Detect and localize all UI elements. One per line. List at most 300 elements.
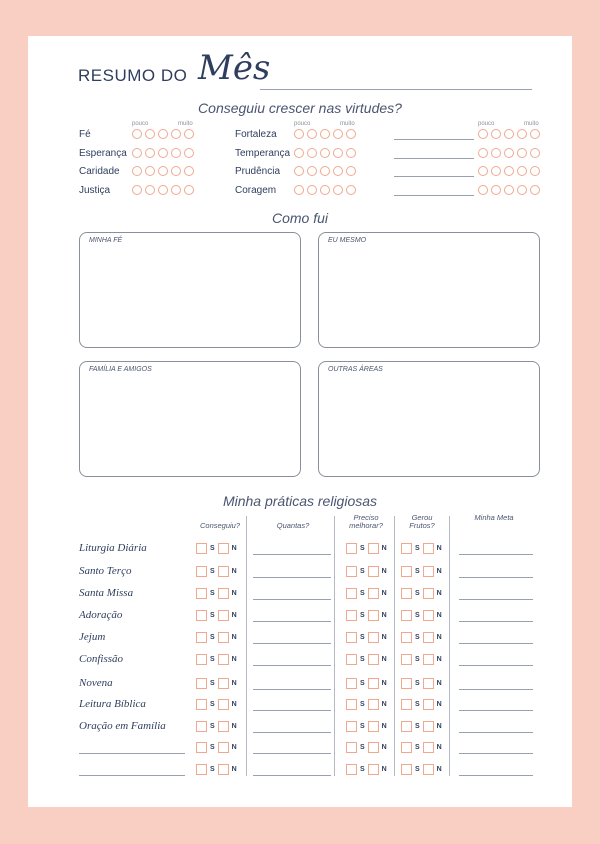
column-divider [246,516,247,776]
no-checkbox[interactable] [423,566,434,577]
yes-no-check [401,742,445,753]
yes-label: S [360,612,365,619]
rating-circle[interactable] [307,185,317,195]
no-checkbox[interactable] [218,678,229,689]
meta-line[interactable] [459,554,533,555]
yes-label: S [360,545,365,552]
rating-circle[interactable] [530,129,540,139]
rating-circle[interactable] [145,148,155,158]
yes-checkbox[interactable] [346,721,357,732]
yes-checkbox[interactable] [346,632,357,643]
rating-circles[interactable] [132,129,194,139]
no-checkbox[interactable] [218,721,229,732]
rating-circle[interactable] [504,129,514,139]
practice-label: Oração em Família [79,720,166,732]
rating-circles[interactable] [294,148,356,158]
yes-checkbox[interactable] [196,610,207,621]
rating-circle[interactable] [346,166,356,176]
no-label: N [436,568,442,575]
rating-circles[interactable] [478,129,540,139]
meta-line[interactable] [459,621,533,622]
no-checkbox[interactable] [423,721,434,732]
rating-circle[interactable] [517,185,527,195]
planner-page [28,36,572,807]
yes-checkbox[interactable] [196,588,207,599]
box-eu-mesmo[interactable] [318,232,540,348]
quantas-line[interactable] [253,643,331,644]
yes-label: S [415,545,420,552]
yes-label: S [360,634,365,641]
rating-circle[interactable] [504,185,514,195]
rating-circle[interactable] [478,185,488,195]
yes-no-check [196,632,240,643]
practice-label: Novena [79,677,113,689]
no-label: N [381,701,387,708]
rating-circles[interactable] [132,148,194,158]
no-label: N [436,656,442,663]
yes-checkbox[interactable] [401,588,412,599]
quantas-line[interactable] [253,775,331,776]
yes-checkbox[interactable] [346,654,357,665]
yes-checkbox[interactable] [346,543,357,554]
yes-label: S [415,723,420,730]
box-label: EU MESMO [328,237,367,244]
rating-circle[interactable] [320,148,330,158]
no-label: N [231,568,237,575]
yes-label: S [415,656,420,663]
no-label: N [436,634,442,641]
rating-circle[interactable] [171,148,181,158]
yes-label: S [210,568,215,575]
no-checkbox[interactable] [368,699,379,710]
no-checkbox[interactable] [368,742,379,753]
como-fui-heading: Como fui [271,210,329,226]
yes-no-check [196,678,240,689]
no-checkbox[interactable] [368,764,379,775]
rating-circle[interactable] [530,166,540,176]
yes-label: S [360,744,365,751]
yes-label: S [360,590,365,597]
custom-virtue-line[interactable] [394,158,474,159]
no-label: N [381,656,387,663]
no-label: N [436,590,442,597]
no-label: N [436,612,442,619]
scale-high-label: muito [340,121,355,127]
virtue-label: Caridade [79,166,120,177]
rating-circles[interactable] [294,129,356,139]
rating-circle[interactable] [184,129,194,139]
yes-checkbox[interactable] [346,742,357,753]
quantas-line[interactable] [253,577,331,578]
rating-circle[interactable] [346,148,356,158]
rating-circle[interactable] [478,166,488,176]
yes-checkbox[interactable] [401,654,412,665]
scale-high-label: muito [178,121,193,127]
rating-circle[interactable] [307,166,317,176]
practice-label: Liturgia Diária [79,542,147,554]
yes-checkbox[interactable] [196,654,207,665]
meta-line[interactable] [459,710,533,711]
rating-circle[interactable] [158,129,168,139]
col-conseguiu: Conseguiu? [199,521,241,530]
yes-checkbox[interactable] [196,566,207,577]
rating-circle[interactable] [294,166,304,176]
meta-line[interactable] [459,665,533,666]
rating-circle[interactable] [478,148,488,158]
praticas-heading: Minha práticas religiosas [222,493,378,509]
no-label: N [381,680,387,687]
box-outras-areas[interactable] [318,361,540,477]
yes-label: S [415,680,420,687]
no-checkbox[interactable] [423,588,434,599]
yes-checkbox[interactable] [401,721,412,732]
no-checkbox[interactable] [218,543,229,554]
rating-circle[interactable] [478,129,488,139]
no-checkbox[interactable] [423,678,434,689]
no-label: N [231,723,237,730]
rating-circle[interactable] [132,185,142,195]
yes-checkbox[interactable] [401,566,412,577]
no-label: N [231,701,237,708]
quantas-line[interactable] [253,732,331,733]
meta-line[interactable] [459,689,533,690]
rating-circle[interactable] [333,166,343,176]
no-label: N [381,723,387,730]
yes-no-check [346,678,390,689]
yes-no-check [401,654,445,665]
yes-checkbox[interactable] [346,588,357,599]
yes-no-check [196,588,240,599]
practice-label: Confissão [79,653,124,665]
no-checkbox[interactable] [218,654,229,665]
no-checkbox[interactable] [423,632,434,643]
yes-checkbox[interactable] [346,566,357,577]
yes-no-check [401,632,445,643]
no-checkbox[interactable] [368,588,379,599]
no-checkbox[interactable] [218,610,229,621]
rating-circle[interactable] [307,129,317,139]
rating-circle[interactable] [320,129,330,139]
rating-circle[interactable] [171,185,181,195]
rating-circle[interactable] [530,185,540,195]
practice-label: Santo Terço [79,565,132,577]
yes-label: S [415,744,420,751]
no-label: N [381,545,387,552]
rating-circle[interactable] [491,129,501,139]
yes-no-check [196,654,240,665]
scale-low-label: pouco [478,121,495,127]
virtue-label: Justiça [79,185,111,196]
rating-circle[interactable] [333,185,343,195]
rating-circle[interactable] [184,185,194,195]
no-checkbox[interactable] [218,566,229,577]
rating-circle[interactable] [294,185,304,195]
rating-circles[interactable] [132,166,194,176]
no-label: N [381,634,387,641]
column-divider [334,516,335,776]
yes-label: S [210,545,215,552]
yes-checkbox[interactable] [196,742,207,753]
no-label: N [231,766,237,773]
yes-checkbox[interactable] [196,678,207,689]
yes-checkbox[interactable] [346,764,357,775]
box-label: OUTRAS ÁREAS [328,366,383,373]
yes-checkbox[interactable] [401,632,412,643]
yes-checkbox[interactable] [401,543,412,554]
rating-circle[interactable] [333,129,343,139]
rating-circle[interactable] [184,166,194,176]
rating-circle[interactable] [145,129,155,139]
yes-no-check [401,566,445,577]
no-checkbox[interactable] [423,742,434,753]
box-label: FAMÍLIA E AMIGOS [89,366,152,373]
rating-circles[interactable] [294,185,356,195]
yes-label: S [360,568,365,575]
rating-circle[interactable] [320,166,330,176]
column-divider [394,516,395,776]
meta-line[interactable] [459,775,533,776]
rating-circle[interactable] [158,185,168,195]
yes-checkbox[interactable] [196,699,207,710]
custom-virtue-line[interactable] [394,195,474,196]
rating-circles[interactable] [478,185,540,195]
meta-line[interactable] [459,577,533,578]
yes-checkbox[interactable] [401,742,412,753]
yes-checkbox[interactable] [401,699,412,710]
yes-label: S [210,590,215,597]
yes-no-check [196,764,240,775]
yes-no-check [401,678,445,689]
rating-circle[interactable] [294,148,304,158]
box-minha-fe[interactable] [79,232,301,348]
meta-line[interactable] [459,599,533,600]
rating-circles[interactable] [132,185,194,195]
yes-checkbox[interactable] [346,610,357,621]
no-checkbox[interactable] [423,699,434,710]
virtue-label: Esperança [79,148,127,159]
rating-circle[interactable] [132,148,142,158]
yes-label: S [210,744,215,751]
no-checkbox[interactable] [368,678,379,689]
no-checkbox[interactable] [218,699,229,710]
yes-checkbox[interactable] [401,764,412,775]
yes-label: S [415,634,420,641]
yes-no-check [346,742,390,753]
yes-checkbox[interactable] [196,764,207,775]
rating-circle[interactable] [517,166,527,176]
custom-virtue-line[interactable] [394,139,474,140]
yes-label: S [360,680,365,687]
no-checkbox[interactable] [368,632,379,643]
quantas-line[interactable] [253,665,331,666]
no-checkbox[interactable] [368,543,379,554]
rating-circle[interactable] [491,185,501,195]
virtue-label: Fé [79,129,91,140]
no-label: N [436,680,442,687]
rating-circle[interactable] [491,148,501,158]
title-month: Mês [198,48,271,88]
rating-circle[interactable] [517,148,527,158]
no-checkbox[interactable] [218,742,229,753]
col-preciso-melhorar: Preciso melhorar? [349,513,383,530]
yes-label: S [415,568,420,575]
rating-circle[interactable] [517,129,527,139]
no-label: N [381,744,387,751]
custom-virtue-line[interactable] [394,176,474,177]
yes-checkbox[interactable] [346,699,357,710]
meta-line[interactable] [459,753,533,754]
no-label: N [436,545,442,552]
no-label: N [436,701,442,708]
no-label: N [381,766,387,773]
yes-no-check [346,654,390,665]
yes-label: S [210,634,215,641]
quantas-line[interactable] [253,753,331,754]
yes-no-check [401,764,445,775]
yes-label: S [415,701,420,708]
no-checkbox[interactable] [218,588,229,599]
yes-label: S [210,656,215,663]
no-checkbox[interactable] [423,610,434,621]
practice-label: Jejum [79,631,106,643]
quantas-line[interactable] [253,710,331,711]
rating-circle[interactable] [504,148,514,158]
no-checkbox[interactable] [368,566,379,577]
yes-label: S [210,612,215,619]
box-familia-amigos[interactable] [79,361,301,477]
no-checkbox[interactable] [423,764,434,775]
rating-circle[interactable] [132,166,142,176]
yes-label: S [415,766,420,773]
yes-label: S [415,590,420,597]
no-label: N [231,590,237,597]
quantas-line[interactable] [253,621,331,622]
yes-no-check [401,610,445,621]
no-checkbox[interactable] [368,610,379,621]
rating-circle[interactable] [504,166,514,176]
no-label: N [231,545,237,552]
yes-no-check [196,721,240,732]
rating-circle[interactable] [491,166,501,176]
yes-no-check [401,721,445,732]
yes-no-check [346,610,390,621]
rating-circles[interactable] [478,166,540,176]
no-label: N [231,656,237,663]
yes-no-check [196,566,240,577]
no-label: N [231,634,237,641]
yes-no-check [346,721,390,732]
no-checkbox[interactable] [423,654,434,665]
yes-no-check [346,699,390,710]
yes-checkbox[interactable] [196,543,207,554]
column-divider [449,516,450,776]
yes-checkbox[interactable] [196,632,207,643]
meta-line[interactable] [459,732,533,733]
yes-checkbox[interactable] [401,610,412,621]
yes-no-check [196,742,240,753]
rating-circle[interactable] [346,185,356,195]
yes-checkbox[interactable] [196,721,207,732]
rating-circle[interactable] [184,148,194,158]
virtue-label: Fortaleza [235,129,277,140]
rating-circle[interactable] [294,129,304,139]
virtue-label: Prudência [235,166,281,177]
rating-circle[interactable] [171,166,181,176]
no-checkbox[interactable] [218,632,229,643]
yes-no-check [196,543,240,554]
rating-circle[interactable] [158,166,168,176]
rating-circle[interactable] [145,185,155,195]
custom-practice-line[interactable] [79,775,185,776]
no-label: N [381,590,387,597]
rating-circle[interactable] [333,148,343,158]
col-minha-meta: Minha Meta [474,513,514,522]
rating-circle[interactable] [145,166,155,176]
rating-circles[interactable] [478,148,540,158]
yes-checkbox[interactable] [346,678,357,689]
yes-label: S [210,701,215,708]
yes-label: S [210,766,215,773]
virtue-label: Coragem [235,185,277,196]
yes-no-check [346,543,390,554]
rating-circle[interactable] [307,148,317,158]
quantas-line[interactable] [253,554,331,555]
no-label: N [436,744,442,751]
quantas-line[interactable] [253,599,331,600]
yes-no-check [346,632,390,643]
rating-circle[interactable] [530,148,540,158]
month-name-line[interactable] [260,89,532,90]
yes-no-check [401,588,445,599]
col-gerou-frutos: Gerou Frutos? [409,513,435,530]
yes-no-check [401,699,445,710]
yes-label: S [210,723,215,730]
no-label: N [436,766,442,773]
no-label: N [231,744,237,751]
rating-circle[interactable] [158,148,168,158]
no-checkbox[interactable] [423,543,434,554]
no-label: N [231,680,237,687]
custom-practice-line[interactable] [79,753,185,754]
yes-label: S [360,723,365,730]
yes-no-check [346,588,390,599]
yes-no-check [196,610,240,621]
yes-no-check [346,566,390,577]
quantas-line[interactable] [253,689,331,690]
practice-label: Adoração [79,609,123,621]
rating-circles[interactable] [294,166,356,176]
virtue-label: Temperança [235,148,291,159]
rating-circle[interactable] [346,129,356,139]
no-label: N [231,612,237,619]
yes-no-check [346,764,390,775]
rating-circle[interactable] [132,129,142,139]
no-checkbox[interactable] [368,654,379,665]
virtues-heading: Conseguiu crescer nas virtudes? [198,100,402,116]
scale-low-label: pouco [294,121,311,127]
yes-checkbox[interactable] [401,678,412,689]
title-prefix: RESUMO DO [78,66,188,85]
rating-circle[interactable] [171,129,181,139]
no-checkbox[interactable] [218,764,229,775]
no-label: N [381,612,387,619]
no-checkbox[interactable] [368,721,379,732]
rating-circle[interactable] [320,185,330,195]
no-label: N [381,568,387,575]
yes-label: S [415,612,420,619]
box-label: MINHA FÉ [89,237,123,244]
meta-line[interactable] [459,643,533,644]
